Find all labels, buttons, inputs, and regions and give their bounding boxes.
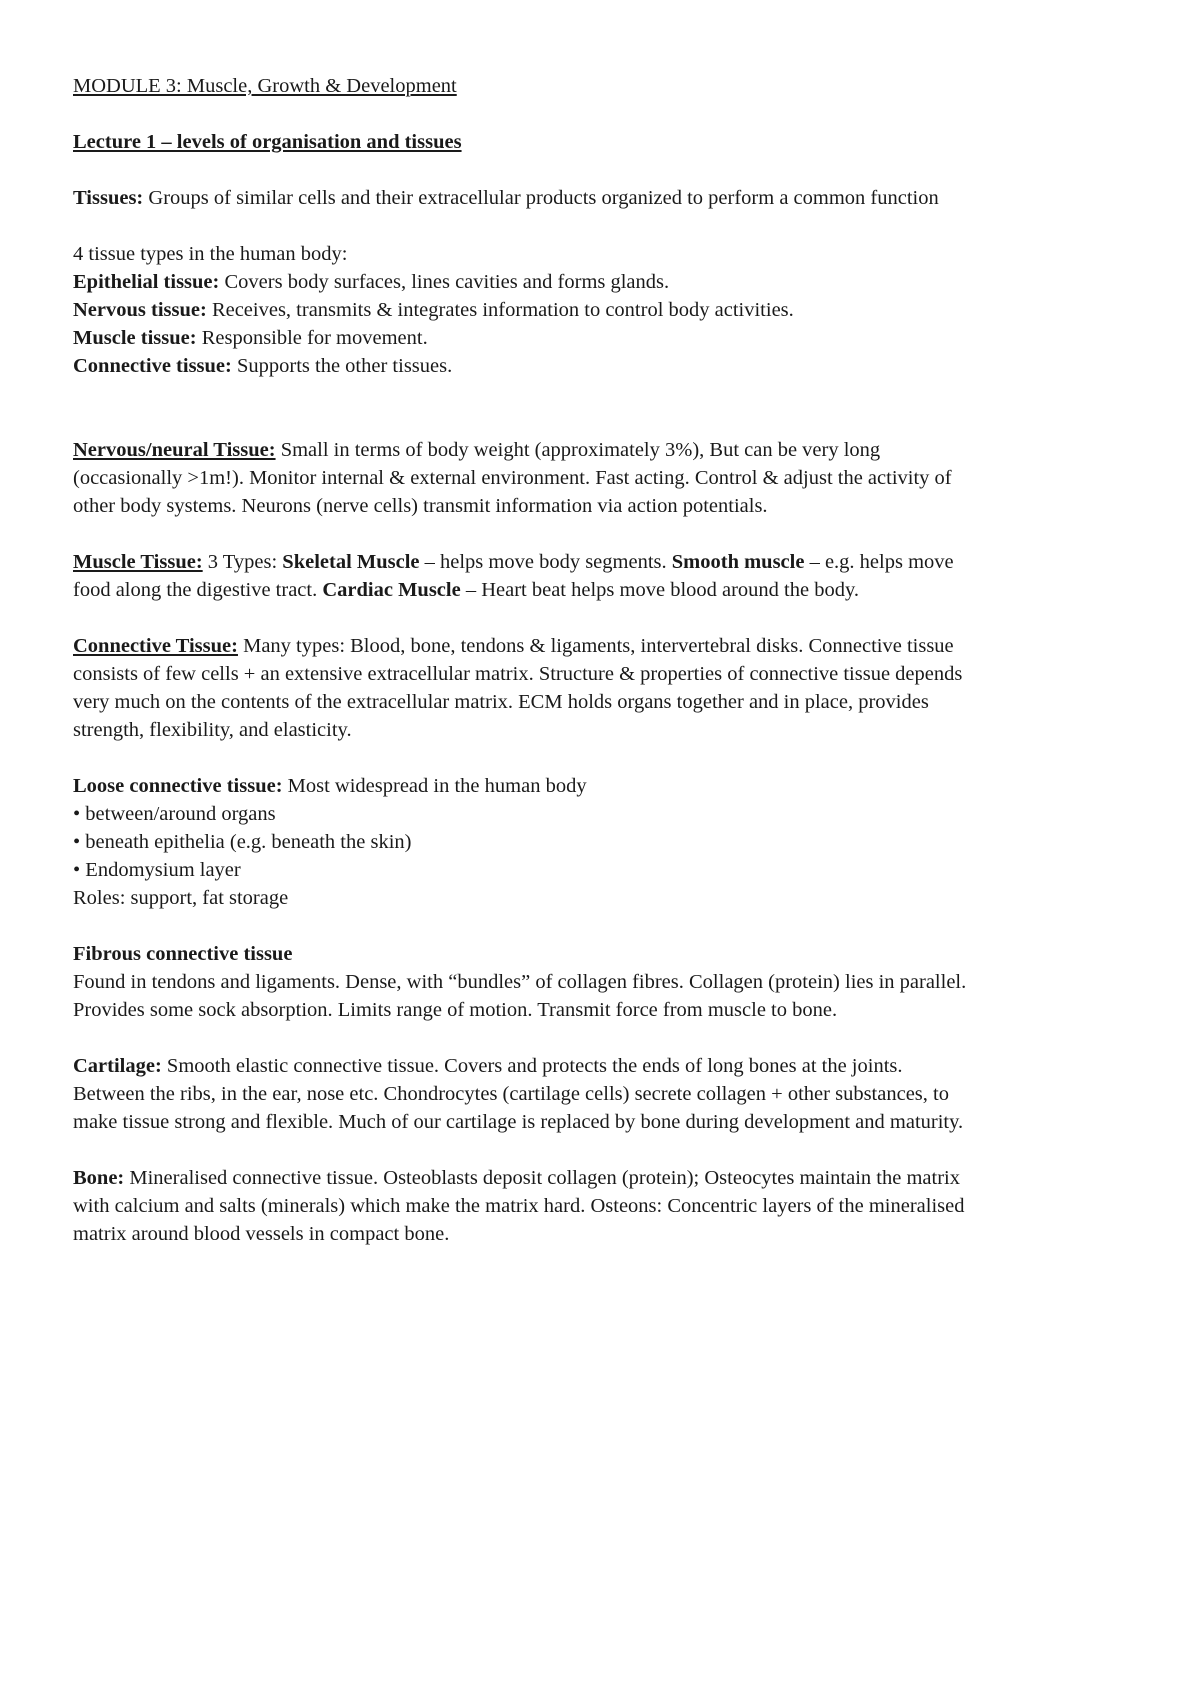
loose-roles <box>73 884 1143 912</box>
tissues-term: Tissues: <box>73 187 144 209</box>
tissues-definition <box>73 184 1143 212</box>
bone-para-line <box>73 1220 1143 1248</box>
type-term: Muscle tissue: <box>73 327 197 349</box>
spacer <box>73 1136 1143 1164</box>
muscle-text: – Heart beat helps move blood around the body. <box>460 579 860 601</box>
type-text: Responsible for movement. <box>196 327 428 349</box>
loose-bullet: • Endomysium layer <box>73 859 241 881</box>
fibrous-term: Fibrous connective tissue <box>73 943 293 965</box>
muscle-text: – e.g. helps move <box>804 551 954 573</box>
nervous-text: other body systems. Neurons (nerve cells) transmit information via action potentials. <box>73 495 768 517</box>
muscle-text: – helps move body segments. <box>419 551 672 573</box>
cartilage-para-line <box>73 1052 1143 1080</box>
connective-para-line <box>73 716 1143 744</box>
cartilage-text: Smooth elastic connective tissue. Covers and protects the ends of long bones at the joints. <box>161 1055 903 1077</box>
loose-term: Loose connective tissue: <box>73 775 283 797</box>
loose-bullet: • between/around organs <box>73 803 276 825</box>
bone-text: Mineralised connective tissue. Osteoblasts deposit collagen (protein); Osteocytes maintain the matrix <box>124 1167 960 1189</box>
list-item <box>73 856 1143 884</box>
bone-para-line <box>73 1192 1143 1220</box>
muscle-text: 3 Types: <box>202 551 283 573</box>
cartilage-para-line <box>73 1080 1143 1108</box>
type-term: Connective tissue: <box>73 355 232 377</box>
loose-bullet: • beneath epithelia (e.g. beneath the skin) <box>73 831 412 853</box>
bone-term: Bone: <box>73 1167 125 1189</box>
fibrous-text: Provides some sock absorption. Limits range of motion. Transmit force from muscle to bone. <box>73 999 838 1021</box>
nervous-term: Nervous/neural Tissue: <box>73 439 276 461</box>
types-intro <box>73 240 1143 268</box>
tissues-text: Groups of similar cells and their extracellular products organized to perform a common function <box>143 187 939 209</box>
connective-text: Many types: Blood, bone, tendons & ligaments, intervertebral disks. Connective tissue <box>237 635 954 657</box>
fibrous-text: Found in tendons and ligaments. Dense, with “bundles” of collagen fibres. Collagen (protein) lies in parallel. <box>73 971 967 993</box>
spacer <box>73 1024 1143 1052</box>
connective-text: very much on the contents of the extracellular matrix. ECM holds organs together and in place, provides <box>73 691 929 713</box>
muscle-para-line <box>73 576 1143 604</box>
cartilage-text: make tissue strong and flexible. Much of our cartilage is replaced by bone during development and maturity. <box>73 1111 964 1133</box>
spacer <box>73 604 1143 632</box>
spacer <box>73 212 1143 240</box>
muscle-term: Muscle Tissue: <box>73 551 203 573</box>
cartilage-term: Cartilage: <box>73 1055 162 1077</box>
type-nervous <box>73 296 1143 324</box>
connective-text: consists of few cells + an extensive extracellular matrix. Structure & properties of connective tissue depends <box>73 663 963 685</box>
types-intro-text: 4 tissue types in the human body: <box>73 243 348 265</box>
connective-para-line <box>73 688 1143 716</box>
nervous-para-line <box>73 492 1143 520</box>
spacer <box>73 100 1143 128</box>
connective-term: Connective Tissue: <box>73 635 238 657</box>
list-item <box>73 828 1143 856</box>
nervous-para-line <box>73 464 1143 492</box>
type-muscle <box>73 324 1143 352</box>
document-page <box>73 72 1143 1248</box>
fibrous-para-line <box>73 968 1143 996</box>
fibrous-para-line <box>73 996 1143 1024</box>
type-text: Supports the other tissues. <box>231 355 453 377</box>
lecture-heading <box>73 128 1143 156</box>
connective-para-line <box>73 632 1143 660</box>
spacer <box>73 912 1143 940</box>
loose-roles-text: Roles: support, fat storage <box>73 887 289 909</box>
bone-para-line <box>73 1164 1143 1192</box>
lecture-heading-text: Lecture 1 – levels of organisation and tissues <box>73 131 462 153</box>
type-term: Epithelial tissue: <box>73 271 220 293</box>
cartilage-text: Between the ribs, in the ear, nose etc. Chondrocytes (cartilage cells) secrete collagen + other substances, to <box>73 1083 949 1105</box>
module-title-text: MODULE 3: Muscle, Growth & Development <box>73 75 457 97</box>
connective-para-line <box>73 660 1143 688</box>
loose-para-line <box>73 772 1143 800</box>
muscle-para-line <box>73 548 1143 576</box>
spacer <box>73 744 1143 772</box>
cardiac-term: Cardiac Muscle <box>322 579 461 601</box>
connective-text: strength, flexibility, and elasticity. <box>73 719 352 741</box>
loose-text: Most widespread in the human body <box>282 775 587 797</box>
list-item <box>73 800 1143 828</box>
nervous-text: Small in terms of body weight (approximately 3%), But can be very long <box>275 439 881 461</box>
bone-text: with calcium and salts (minerals) which make the matrix hard. Osteons: Concentric layers of the mineralised <box>73 1195 965 1217</box>
smooth-term: Smooth muscle <box>671 551 805 573</box>
type-epithelial <box>73 268 1143 296</box>
type-text: Receives, transmits & integrates information to control body activities. <box>206 299 794 321</box>
skeletal-term: Skeletal Muscle <box>282 551 420 573</box>
spacer <box>73 156 1143 184</box>
cartilage-para-line <box>73 1108 1143 1136</box>
fibrous-heading <box>73 940 1143 968</box>
type-text: Covers body surfaces, lines cavities and forms glands. <box>219 271 670 293</box>
muscle-text: food along the digestive tract. <box>73 579 323 601</box>
bone-text: matrix around blood vessels in compact bone. <box>73 1223 450 1245</box>
nervous-text: (occasionally >1m!). Monitor internal & external environment. Fast acting. Control & adjust the activity of <box>73 467 952 489</box>
spacer <box>73 520 1143 548</box>
spacer <box>73 380 1143 436</box>
type-connective <box>73 352 1143 380</box>
module-title <box>73 72 1143 100</box>
nervous-para-line <box>73 436 1143 464</box>
type-term: Nervous tissue: <box>73 299 207 321</box>
